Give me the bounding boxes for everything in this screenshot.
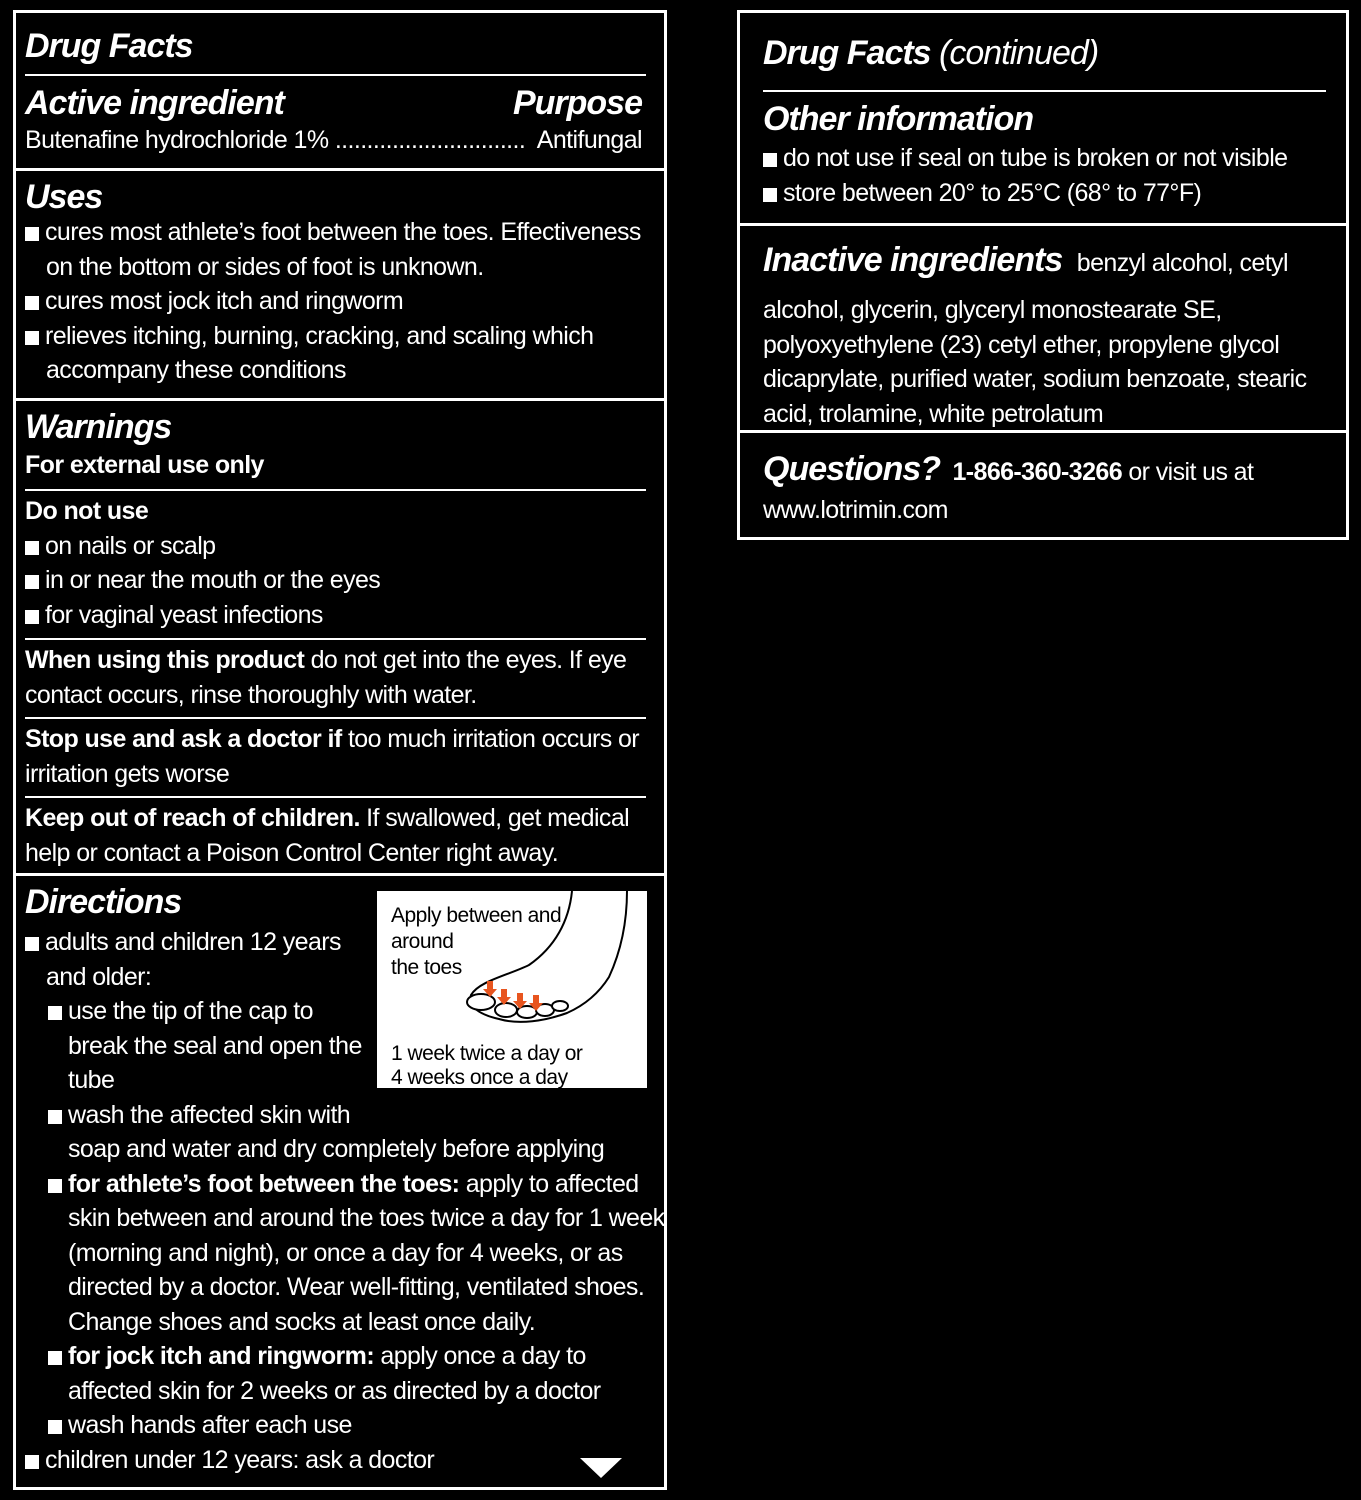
directions-subitem-cont: tube xyxy=(68,1066,115,1094)
bullet-icon xyxy=(25,1455,39,1469)
stop-use-line: irritation gets worse xyxy=(25,760,230,788)
directions-subitem: for jock itch and ringworm: apply once a day to xyxy=(48,1339,586,1374)
warnings-heading: Warnings xyxy=(25,408,172,446)
directions-section xyxy=(16,873,664,1490)
directions-subitem-cont: soap and water and dry completely before applying xyxy=(68,1135,605,1163)
warnings-rule xyxy=(25,489,646,491)
uses-heading: Uses xyxy=(25,178,103,216)
bullet-icon xyxy=(763,153,777,167)
other-info-item: store between 20° to 25°C (68° to 77°F) xyxy=(763,176,1201,211)
inactive-text: acid, trolamine, white petrolatum xyxy=(763,400,1104,428)
arrows-icon xyxy=(459,891,649,1031)
application-figure xyxy=(375,889,649,1090)
continued-title: Drug Facts (continued) xyxy=(763,34,1099,72)
bullet-icon xyxy=(25,296,39,310)
uses-item: relieves itching, burning, cracking, and scaling which xyxy=(25,319,593,354)
questions-section xyxy=(740,430,1346,540)
warnings-section xyxy=(16,398,664,873)
questions-phone: 1-866-360-3266 xyxy=(952,458,1123,486)
questions-first-line xyxy=(763,449,1253,490)
bullet-icon xyxy=(25,331,39,345)
active-ingredient-line xyxy=(25,123,525,158)
purpose-heading: Purpose xyxy=(512,84,642,122)
inactive-text: polyoxyethylene (23) cetyl ether, propylene glycol xyxy=(763,331,1280,359)
other-information-heading: Other information xyxy=(763,100,1034,138)
directions-subitem-cont: (morning and night), or once a day for 4 weeks, or as xyxy=(68,1239,623,1267)
bullet-icon xyxy=(763,188,777,202)
do-not-use-item: for vaginal yeast infections xyxy=(25,598,323,633)
website-link[interactable]: www.lotrimin.com xyxy=(763,496,948,524)
bullet-icon xyxy=(25,610,39,624)
leader-dots: .............................. xyxy=(334,126,526,154)
directions-subitem: wash the affected skin with xyxy=(48,1098,350,1133)
uses-item-cont: accompany these conditions xyxy=(46,356,346,384)
questions-heading: Questions? xyxy=(763,450,941,488)
title-rule xyxy=(763,90,1326,92)
directions-subitem-cont: Change shoes and socks at least once daily. xyxy=(68,1308,536,1336)
directions-subitem: wash hands after each use xyxy=(48,1408,352,1443)
drug-facts-title: Drug Facts xyxy=(25,27,193,65)
uses-item-cont: on the bottom or sides of foot is unknown. xyxy=(46,253,484,281)
bullet-icon xyxy=(25,541,39,555)
other-info-item: do not use if seal on tube is broken or not visible xyxy=(763,141,1287,176)
figure-note: 4 weeks once a day xyxy=(391,1066,568,1089)
stop-use-line: Stop use and ask a doctor if too much irritation occurs or xyxy=(25,725,640,753)
directions-subitem: for athlete’s foot between the toes: apply to affected xyxy=(48,1167,639,1202)
continue-arrow-icon xyxy=(578,1456,624,1480)
keep-out-line: Keep out of reach of children. If swallowed, get medical xyxy=(25,804,630,832)
bullet-icon xyxy=(48,1420,62,1434)
figure-note: 1 week twice a day or xyxy=(391,1042,583,1065)
drug-facts-panel-right xyxy=(737,10,1349,540)
warnings-rule xyxy=(25,638,646,640)
figure-caption: around xyxy=(391,930,454,953)
inactive-text: benzyl alcohol, cetyl xyxy=(1076,249,1288,277)
warnings-rule xyxy=(25,717,646,719)
figure-caption: Apply between and xyxy=(391,904,562,927)
directions-subitem: use the tip of the cap to xyxy=(48,994,313,1029)
uses-section xyxy=(16,168,664,398)
uses-item: cures most jock itch and ringworm xyxy=(25,284,403,319)
directions-item-cont: and older: xyxy=(46,963,152,991)
active-ingredient-heading: Active ingredient xyxy=(25,84,284,122)
ingredient-name: Butenafine hydrochloride 1% xyxy=(25,126,329,154)
uses-item: cures most athlete’s foot between the toes. Effectiveness xyxy=(25,215,641,250)
directions-heading: Directions xyxy=(25,883,182,921)
inactive-text: alcohol, glycerin, glyceryl monostearate SE, xyxy=(763,296,1222,324)
bullet-icon xyxy=(25,937,39,951)
directions-subitem-cont: directed by a doctor. Wear well-fitting, ventilated shoes. xyxy=(68,1273,645,1301)
when-using-line: When using this product do not get into the eyes. If eye xyxy=(25,646,627,674)
bullet-icon xyxy=(25,227,39,241)
bullet-icon xyxy=(25,575,39,589)
keep-out-line: help or contact a Poison Control Center right away. xyxy=(25,839,559,867)
figure-caption: the toes xyxy=(391,956,462,979)
questions-text: or visit us at xyxy=(1122,458,1254,486)
inactive-ingredients-heading: Inactive ingredients xyxy=(763,241,1063,279)
inactive-first-line xyxy=(763,240,1288,281)
bullet-icon xyxy=(48,1006,62,1020)
drug-facts-panel-left xyxy=(13,10,667,1490)
when-using-line: contact occurs, rinse thoroughly with water. xyxy=(25,681,477,709)
directions-subitem-cont: break the seal and open the xyxy=(68,1032,362,1060)
warnings-rule xyxy=(25,796,646,798)
bullet-icon xyxy=(48,1110,62,1124)
inactive-ingredients-section xyxy=(740,223,1346,430)
bullet-icon xyxy=(48,1351,62,1365)
do-not-use-heading: Do not use xyxy=(25,497,149,525)
inactive-text: dicaprylate, purified water, sodium benzoate, stearic xyxy=(763,365,1307,393)
purpose-value: Antifungal xyxy=(536,126,642,154)
do-not-use-item: in or near the mouth or the eyes xyxy=(25,563,380,598)
directions-item: children under 12 years: ask a doctor xyxy=(25,1443,434,1478)
bullet-icon xyxy=(48,1179,62,1193)
directions-subitem-cont: skin between and around the toes twice a day for 1 week xyxy=(68,1204,665,1232)
directions-subitem-cont: affected skin for 2 weeks or as directed by a doctor xyxy=(68,1377,601,1405)
do-not-use-item: on nails or scalp xyxy=(25,529,215,564)
title-rule xyxy=(25,74,646,76)
directions-item: adults and children 12 years xyxy=(25,925,341,960)
external-use-line: For external use only xyxy=(25,451,264,479)
